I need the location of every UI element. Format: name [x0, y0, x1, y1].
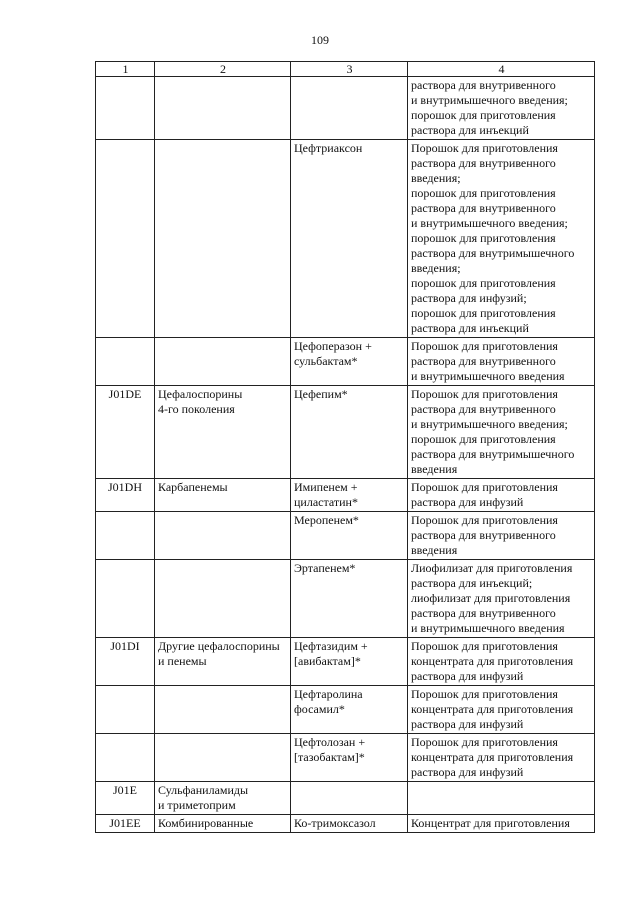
dosage-form-line: Порошок для приготовления	[411, 480, 558, 494]
dosage-form-line: раствора для инфузий	[411, 669, 524, 683]
atc-code-cell: J01DE	[96, 386, 155, 479]
dosage-form-line: порошок для приготовления	[411, 306, 556, 320]
column-header-3: 3	[291, 62, 408, 77]
table-row	[96, 638, 595, 686]
dosage-form-line: и внутримышечного введения	[411, 621, 565, 635]
drug-name-cell	[291, 782, 408, 815]
dosage-form-line: раствора для инфузий	[411, 765, 524, 779]
drug-name-line: [авибактам]*	[294, 654, 361, 668]
dosage-form-line: Порошок для приготовления	[411, 513, 558, 527]
drug-name-cell	[291, 560, 408, 638]
dosage-form-line: раствора для инъекций	[411, 321, 529, 335]
dosage-form-line: раствора для внутривенного	[411, 354, 556, 368]
group-cell	[155, 338, 291, 386]
dosage-form-cell	[408, 140, 595, 338]
dosage-form-line: раствора для внутривенного	[411, 402, 556, 416]
group-cell	[155, 512, 291, 560]
group-line: Комбинированные	[158, 816, 254, 830]
atc-code-cell: J01EE	[96, 815, 155, 833]
column-header-2: 2	[155, 62, 291, 77]
table-row	[96, 140, 595, 338]
group-cell	[155, 782, 291, 815]
drug-name-cell	[291, 815, 408, 833]
drug-name-line: Цефоперазон +	[294, 339, 372, 353]
atc-code-cell	[96, 686, 155, 734]
drug-name-cell	[291, 734, 408, 782]
dosage-form-line: порошок для приготовления	[411, 276, 556, 290]
dosage-form-line: и внутримышечного введения	[411, 369, 565, 383]
dosage-form-line: концентрата для приготовления	[411, 702, 574, 716]
atc-code-cell	[96, 560, 155, 638]
atc-code-cell	[96, 734, 155, 782]
table-row	[96, 734, 595, 782]
dosage-form-line: раствора для инъекций;	[411, 576, 533, 590]
table-row	[96, 479, 595, 512]
dosage-form-cell	[408, 338, 595, 386]
drug-name-line: Цефтаролина	[294, 687, 363, 701]
dosage-form-line: Порошок для приготовления	[411, 387, 558, 401]
drug-name-line: сульбактам*	[294, 354, 358, 368]
dosage-form-line: Порошок для приготовления	[411, 639, 558, 653]
group-line: Другие цефалоспорины	[158, 639, 280, 653]
drug-name-line: Имипенем +	[294, 480, 358, 494]
atc-code-cell	[96, 77, 155, 140]
group-cell	[155, 686, 291, 734]
dosage-form-line: концентрата для приготовления	[411, 750, 574, 764]
page-number: 109	[311, 33, 329, 47]
dosage-form-line: раствора для внутривенного	[411, 606, 556, 620]
dosage-form-line: и внутримышечного введения;	[411, 216, 568, 230]
drug-name-line: Цефтриаксон	[294, 141, 363, 155]
dosage-form-cell	[408, 560, 595, 638]
dosage-form-cell	[408, 815, 595, 833]
group-line: и триметоприм	[158, 798, 236, 812]
drug-name-line: Цефтолозан +	[294, 735, 366, 749]
dosage-form-line: раствора для внутривенного	[411, 78, 556, 92]
dosage-form-line: раствора для внутривенного	[411, 156, 556, 170]
dosage-form-line: Порошок для приготовления	[411, 141, 558, 155]
atc-code-cell	[96, 512, 155, 560]
table-row	[96, 512, 595, 560]
column-header-1: 1	[96, 62, 155, 77]
drug-name-line: Эртапенем*	[294, 561, 356, 575]
drug-name-cell	[291, 512, 408, 560]
dosage-form-line: порошок для приготовления	[411, 108, 556, 122]
dosage-form-line: концентрата для приготовления	[411, 654, 574, 668]
table-row	[96, 686, 595, 734]
table-row	[96, 815, 595, 833]
atc-code-cell: J01DH	[96, 479, 155, 512]
group-line: Цефалоспорины	[158, 387, 243, 401]
group-line: и пенемы	[158, 654, 207, 668]
group-cell	[155, 560, 291, 638]
table-header-row	[96, 62, 595, 77]
group-cell	[155, 386, 291, 479]
dosage-form-line: порошок для приготовления	[411, 186, 556, 200]
drug-name-line: Цефепим*	[294, 387, 348, 401]
drug-name-line: Меропенем*	[294, 513, 359, 527]
dosage-form-line: раствора для инфузий;	[411, 291, 527, 305]
dosage-form-cell	[408, 77, 595, 140]
dosage-form-line: Порошок для приготовления	[411, 339, 558, 353]
dosage-form-line: лиофилизат для приготовления	[411, 591, 571, 605]
drug-name-line: Цефтазидим +	[294, 639, 368, 653]
group-line: Сульфаниламиды	[158, 783, 249, 797]
dosage-form-cell	[408, 638, 595, 686]
group-cell	[155, 479, 291, 512]
dosage-form-line: введения;	[411, 261, 461, 275]
drug-name-line: [тазобактам]*	[294, 750, 365, 764]
atc-code-cell: J01DI	[96, 638, 155, 686]
drug-name-line: фосамил*	[294, 702, 345, 716]
drug-name-cell	[291, 77, 408, 140]
dosage-form-line: введения;	[411, 171, 461, 185]
group-cell	[155, 140, 291, 338]
drug-name-cell	[291, 338, 408, 386]
group-line: 4-го поколения	[158, 402, 235, 416]
dosage-form-cell	[408, 512, 595, 560]
dosage-form-cell	[408, 734, 595, 782]
group-cell	[155, 638, 291, 686]
table-row	[96, 338, 595, 386]
dosage-form-line: Порошок для приготовления	[411, 735, 558, 749]
dosage-form-line: Порошок для приготовления	[411, 687, 558, 701]
drug-name-cell	[291, 140, 408, 338]
drug-name-line: Ко-тримоксазол	[294, 816, 376, 830]
dosage-form-line: раствора для внутримышечного	[411, 447, 575, 461]
dosage-form-line: введения	[411, 462, 458, 476]
table-row	[96, 386, 595, 479]
dosage-form-line: порошок для приготовления	[411, 432, 556, 446]
dosage-form-line: раствора для внутривенного	[411, 528, 556, 542]
group-cell	[155, 815, 291, 833]
drug-name-cell	[291, 686, 408, 734]
atc-code-cell	[96, 338, 155, 386]
dosage-form-line: раствора для инъекций	[411, 123, 529, 137]
drug-table	[95, 61, 595, 833]
dosage-form-line: раствора для внутривенного	[411, 201, 556, 215]
dosage-form-line: раствора для инфузий	[411, 495, 524, 509]
group-cell	[155, 77, 291, 140]
dosage-form-line: и внутримышечного введения;	[411, 417, 568, 431]
group-line: Карбапенемы	[158, 480, 228, 494]
table-row	[96, 560, 595, 638]
table-row	[96, 782, 595, 815]
dosage-form-line: раствора для внутримышечного	[411, 246, 575, 260]
dosage-form-line: раствора для инфузий	[411, 717, 524, 731]
drug-name-cell	[291, 386, 408, 479]
drug-name-line: циластатин*	[294, 495, 358, 509]
group-cell	[155, 734, 291, 782]
dosage-form-cell	[408, 386, 595, 479]
dosage-form-line: Концентрат для приготовления	[411, 816, 570, 830]
dosage-form-cell	[408, 782, 595, 815]
dosage-form-cell	[408, 686, 595, 734]
dosage-form-cell	[408, 479, 595, 512]
drug-name-cell	[291, 638, 408, 686]
atc-code-cell	[96, 140, 155, 338]
atc-code-cell: J01E	[96, 782, 155, 815]
table-row	[96, 77, 595, 140]
dosage-form-line: и внутримышечного введения;	[411, 93, 568, 107]
dosage-form-line: Лиофилизат для приготовления	[411, 561, 573, 575]
dosage-form-line: введения	[411, 543, 458, 557]
column-header-4: 4	[408, 62, 595, 77]
dosage-form-line: порошок для приготовления	[411, 231, 556, 245]
drug-name-cell	[291, 479, 408, 512]
